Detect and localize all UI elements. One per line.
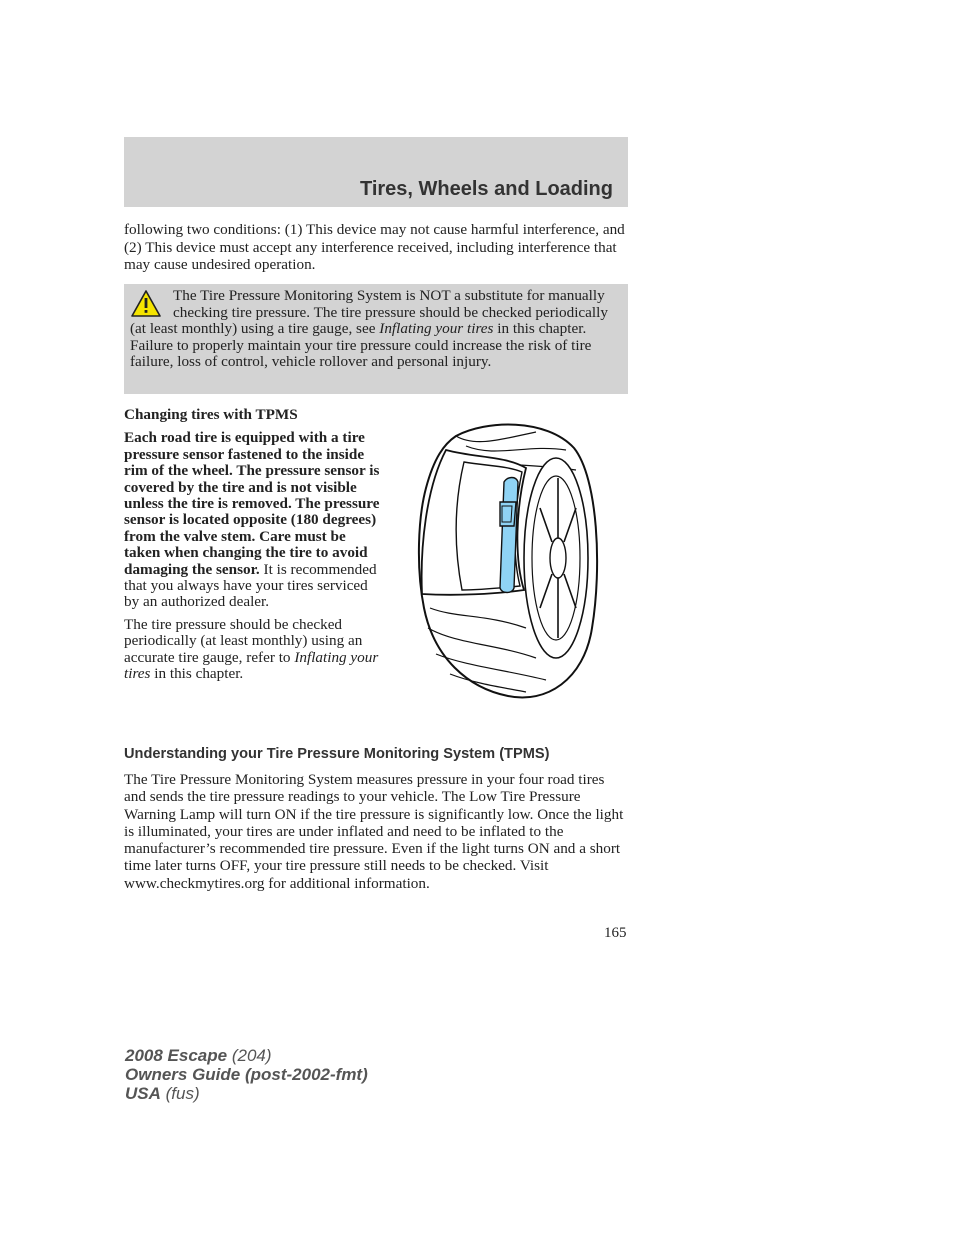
check-pressure-link: Inflating your tires: [124, 648, 379, 683]
changing-tires-section: [124, 407, 384, 689]
warning-text-before: The Tire Pressure Monitoring System is NOT a substitute for manually checking tire pressure. The tire pressure should be checked periodically (at least monthly) using a tire gauge, see: [130, 287, 608, 337]
footer-line-2: Owners Guide (post-2002-fmt): [125, 1065, 368, 1084]
tire-with-pressure-sensor-illustration: [416, 418, 600, 702]
warning-text-after: in this chapter. Failure to properly maintain your tire pressure could increase the risk of tire failure, loss of control, vehicle rollover and personal injury.: [130, 320, 592, 370]
tpms-paragraph: The Tire Pressure Monitoring System measures pressure in your four road tires and sends the tire pressure readings to your vehicle. The Low Tire Pressure Warning Lamp will turn ON if the tire pressure is significantly low. Once the light is illuminated, your tires are under inflated and need to be inflated to the manufacturer’s recommended tire pressure. Even if the light turns ON and a short time later turns OFF, your tire pressure still needs to be checked. Visit www.checkmytires.org for additional information.: [124, 771, 624, 892]
sensor-bold-text: Each road tire is equipped with a tire pressure sensor fastened to the inside rim of the wheel. The pressure sensor is covered by the tire and is not visible unless the tire is removed. The pressure sensor is located opposite (180 degrees) from the valve stem. Care must be taken when changing the tire to avoid damaging the sensor.: [124, 429, 380, 578]
check-pressure-paragraph: [124, 617, 384, 683]
warning-link-inflating: Inflating your tires: [379, 320, 494, 337]
check-pressure-after: in this chapter.: [154, 665, 244, 683]
footer-line-3: USA (fus): [125, 1084, 200, 1103]
footer-line-1: 2008 Escape (204): [125, 1046, 272, 1065]
changing-tires-paragraph: [124, 430, 384, 610]
document-footer: [125, 1046, 368, 1103]
page-number: 165: [604, 925, 627, 941]
tpms-section-heading: Understanding your Tire Pressure Monitoring System (TPMS): [124, 746, 550, 762]
chapter-title: Tires, Wheels and Loading: [359, 178, 613, 200]
warning-box: [124, 284, 628, 394]
changing-tires-heading: Changing tires with TPMS: [124, 406, 298, 423]
intro-paragraph: following two conditions: (1) This device may not cause harmful interference, and (2) This device must accept any interference received, including interference that may cause undesired operation.: [124, 221, 625, 273]
sensor-normal-text: It is recommended that you always have your tires serviced by an authorized dealer.: [124, 560, 377, 611]
chapter-header-band: [124, 137, 628, 207]
warning-text: [130, 288, 620, 371]
check-pressure-before: The tire pressure should be checked periodically (at least monthly) using an accurate tire gauge, refer to: [124, 615, 363, 666]
